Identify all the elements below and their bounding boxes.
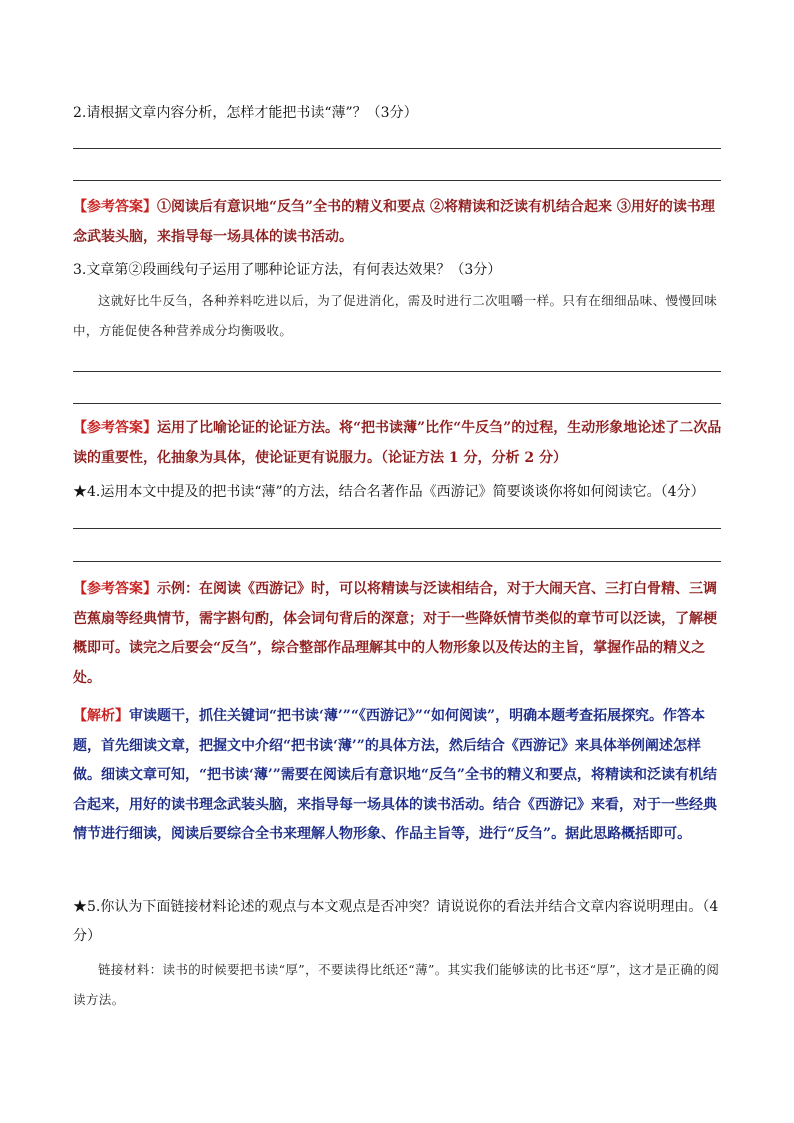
reference-answer-text: 示例：在阅读《西游记》时，可以将精读与泛读相结合，对于大闹天宫、三打白骨精、三调芭蕉扇等经典情节，需字斟句酌，体会词句背后的深意；对于一些降妖情节类似的章节可以泛读，了解梗概即可。读完之后要会“反刍”，综合整部作品理解其中的人物形象以及传达的主旨，掌握作品的精义之处。 [73, 581, 717, 686]
q5-linked-material: 链接材料：读书的时候要把书读“厚”，不要读得比纸还“薄”。其实我们能够读的比书还“厚”，这才是正确的阅读方法。 [73, 962, 720, 1007]
question-5: ★5.你认为下面链接材料论述的观点与本文观点是否冲突？请说说你的看法并结合文章内容说明理由。（4分） [73, 899, 719, 944]
answer-line [73, 403, 721, 404]
reference-answer-text: ①阅读后有意识地“反刍”全书的精义和要点 ②将精读和泛读有机结合起来 ③用好的读书理念武装头脑，来指导每一场具体的读书活动。 [73, 199, 715, 245]
analysis-text: 审读题干，抓住关键词“把书读‘薄’”“《西游记》”“如何阅读”，明确本题考查拓展探究。作答本题，首先细读文章，把握文中介绍“把书读‘薄’”的具体方法，然后结合《西游记》来具体举例阐述怎样做。细读文章可知，“把书读‘薄’”需要在阅读后有意识地“反刍”全书的精义和要点，将精读和泛读有机结合起来，用好的读书理念武装头脑，来指导每一场具体的读书活动。结合《西游记》来看，对于一些经典情节进行细读，阅读后要综合全书来理解人物形象、作品主旨等，进行“反刍”。据此思路概括即可。 [73, 708, 717, 842]
q4-reference-answer [73, 575, 723, 693]
answer-line [73, 180, 721, 181]
question-2: 2.请根据文章内容分析，怎样才能把书读“薄”？（3分） [73, 105, 418, 121]
q3-quoted-sentence: 这就好比牛反刍，各种养料吃进以后，为了促进消化，需及时进行二次咀嚼一样。只有在细细品味、慢慢回味中，方能促使各种营养成分均衡吸收。 [73, 293, 718, 338]
reference-answer-text: 运用了比喻论证的论证方法。将“把书读薄”比作“牛反刍”的过程，生动形象地论述了二次品读的重要性，化抽象为具体，使论证更有说服力。（论证方法 1 分，分析 2 分） [73, 420, 722, 466]
answer-line [73, 561, 721, 562]
answer-line [73, 528, 721, 529]
question-3: 3.文章第②段画线句子运用了哪种论证方法，有何表达效果？（3分） [73, 262, 502, 278]
q4-analysis [73, 702, 723, 850]
answer-line [73, 148, 721, 149]
question-4: ★4.运用本文中提及的把书读“薄”的方法，结合名著作品《西游记》简要谈谈你将如何阅读它。（4分） [73, 484, 705, 500]
q3-reference-answer [73, 414, 723, 473]
analysis-tag: 【解析】 [73, 708, 129, 724]
reference-answer-tag: 【参考答案】 [73, 420, 157, 436]
q2-reference-answer [73, 193, 723, 252]
reference-answer-tag: 【参考答案】 [73, 199, 157, 215]
reference-answer-tag: 【参考答案】 [73, 581, 157, 597]
answer-line [73, 371, 721, 372]
